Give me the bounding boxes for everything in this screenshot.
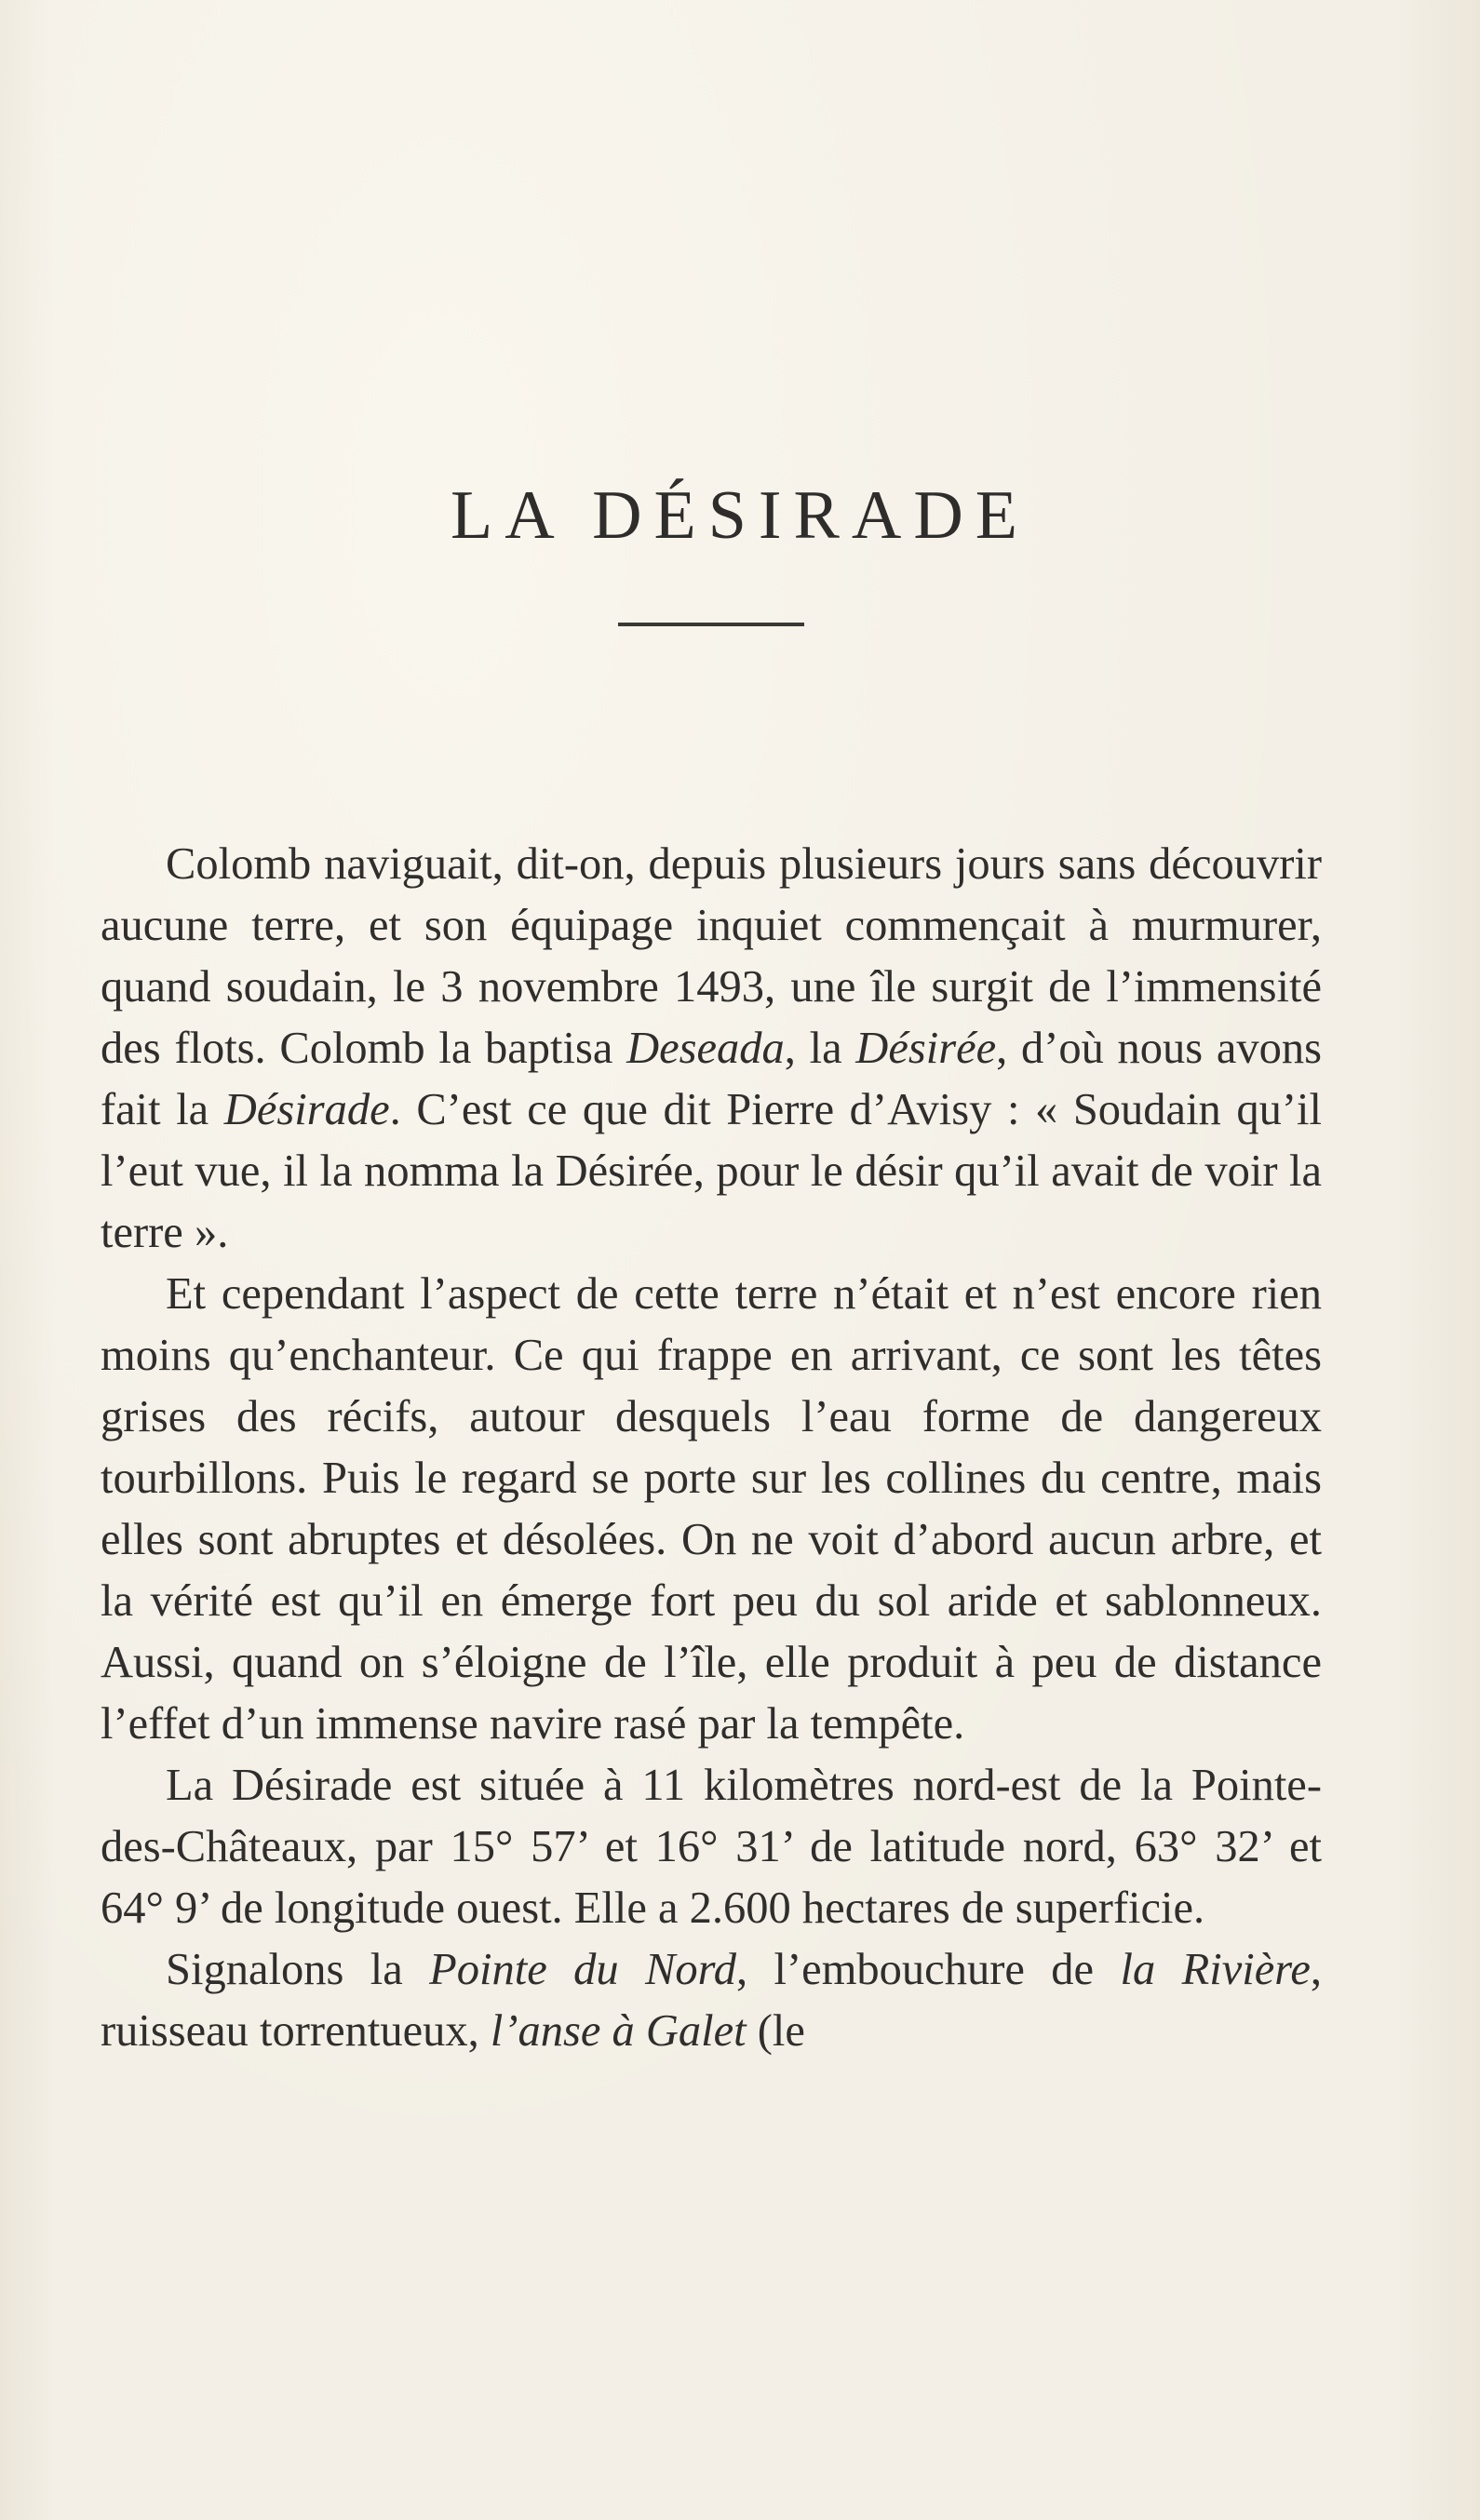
text-run: . C’est ce que dit Pierre d’Avisy : « Soudain qu’il l’eut vue, il la nomma la Désirée, pour le désir qu’il avait de voir la terre ». <box>101 1085 1322 1257</box>
italic-run: Désirée <box>855 1024 997 1073</box>
italic-run: Deseada <box>626 1024 785 1073</box>
paragraph <box>101 834 1322 1264</box>
chapter-title: LA DÉSIRADE <box>451 476 1029 554</box>
text-run: Signalons la <box>166 1945 430 1994</box>
paragraph: La Désirade est située à 11 kilomètres nord-est de la Pointe-des-Châteaux, par 15° 57’ et 16° 31’ de latitude nord, 63° 32’ et 64° 9’ de longitude ouest. Elle a 2.600 hectares de superficie. <box>101 1761 1322 1933</box>
text-run: , la <box>784 1024 856 1073</box>
italic-run: Pointe du Nord <box>429 1945 737 1994</box>
italic-run: Désirade <box>223 1085 390 1134</box>
body-text <box>101 834 1322 2062</box>
title-rule <box>618 623 804 626</box>
paragraph: Et cependant l’aspect de cette terre n’était et n’est encore rien moins qu’enchanteur. Ce qui frappe en arrivant, ce sont les têtes grises des récifs, autour desquels l’eau forme de dangereux tourbillons. Puis le regard se porte sur les collines du centre, mais elles sont abruptes et désolées. On ne voit d’abord aucun arbre, et la vérité est qu’il en émerge fort peu du sol aride et sablonneux. Aussi, quand on s’éloigne de l’île, elle produit à peu de distance l’effet d’un immense navire rasé par la tempête. <box>101 1269 1322 1749</box>
text-run: (le <box>746 2006 805 2056</box>
italic-run: la Rivière <box>1120 1945 1311 1994</box>
text-run: , l’embouchure de <box>736 1945 1121 1994</box>
text-run: , d’où nous avons fait la <box>101 1024 1322 1134</box>
italic-run: l’anse à Galet <box>490 2006 747 2056</box>
paragraph <box>101 1939 1322 2062</box>
text-run: Colomb naviguait, dit-on, depuis plusieurs jours sans découvrir aucune terre, et son équipage inquiet commençait à murmurer, quand soudain, le 3 novembre 1493, une île surgit de l’immensité des flots. Colomb la baptisa <box>101 839 1322 1073</box>
text-run: , ruisseau torrentueux, <box>101 1945 1322 2056</box>
